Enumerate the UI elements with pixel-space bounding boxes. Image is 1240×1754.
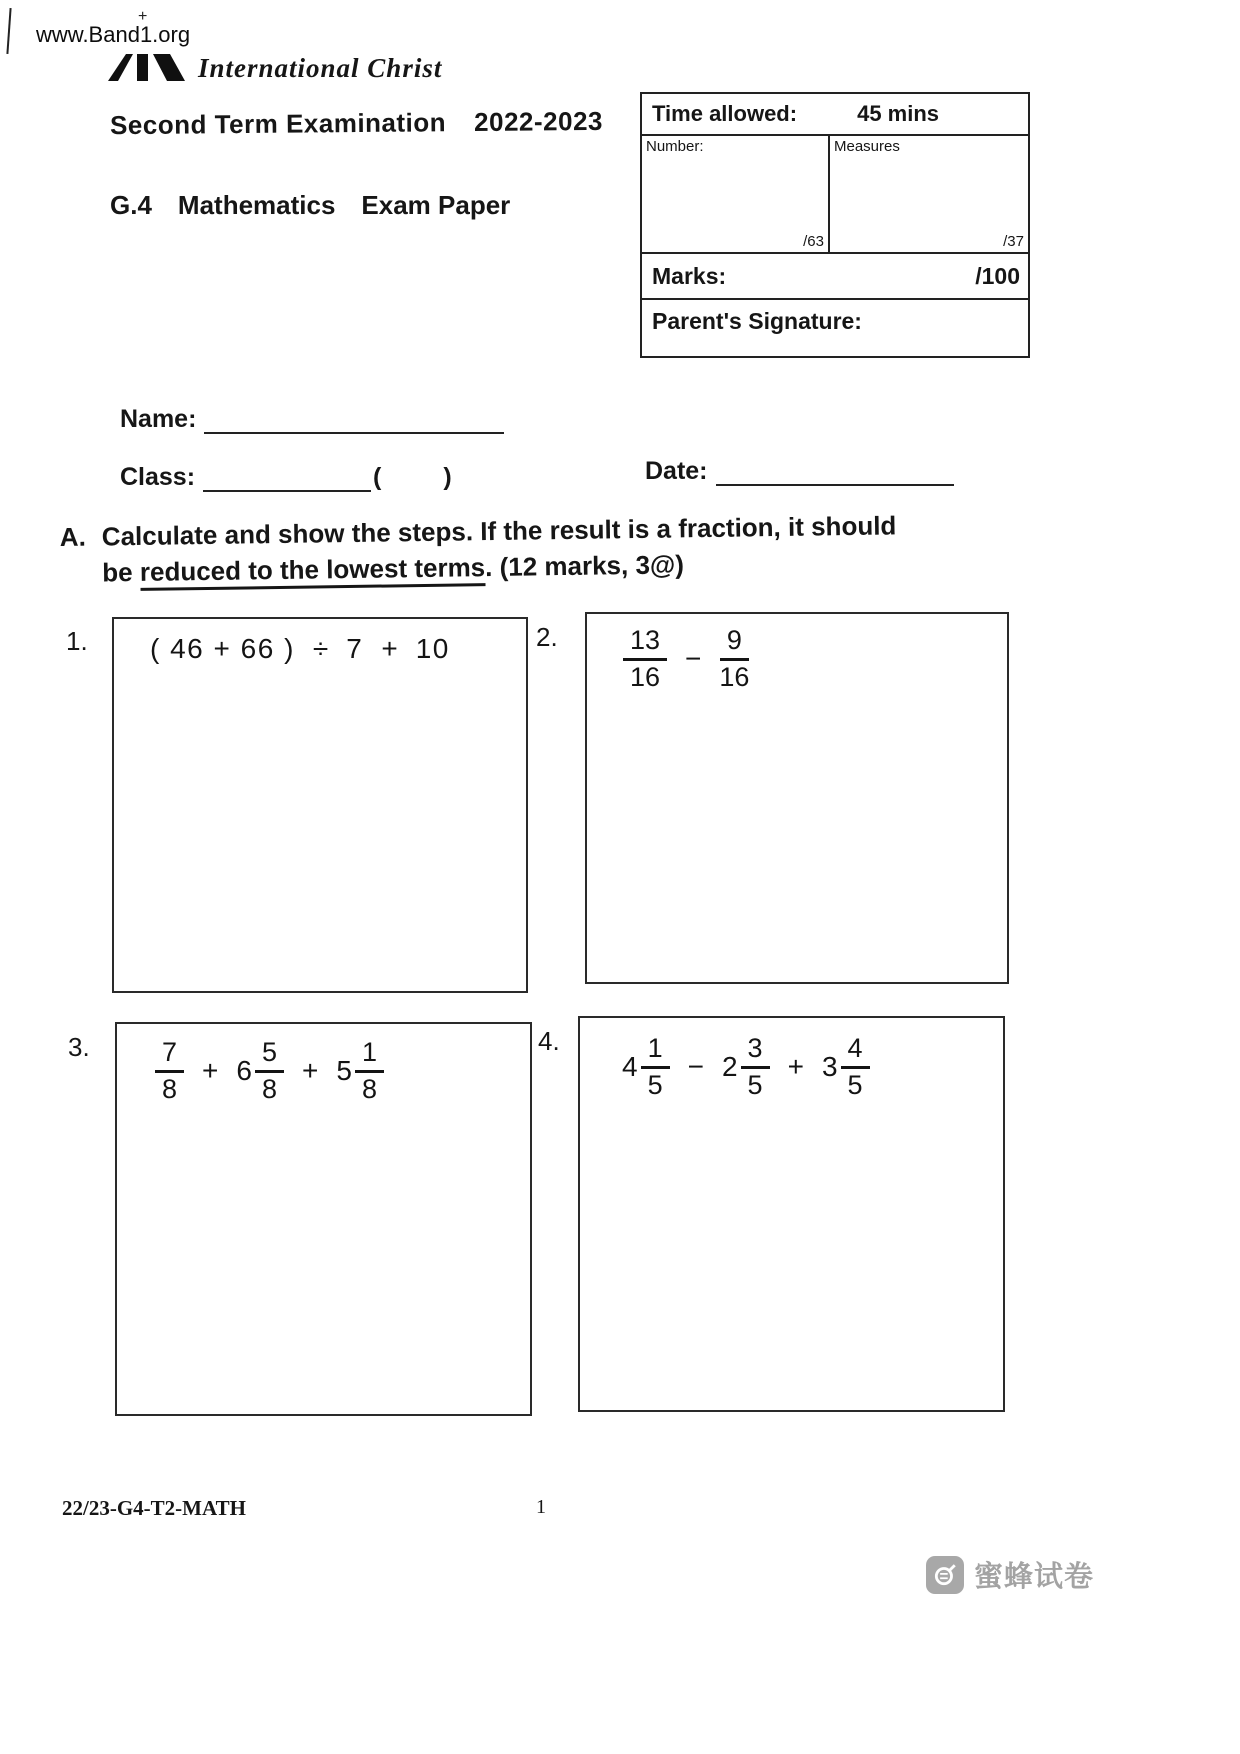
exam-title-text: Second Term Examination	[109, 107, 447, 141]
paper-label: Exam Paper	[361, 190, 511, 220]
date-label: Date:	[645, 457, 708, 485]
exam-title	[110, 106, 603, 141]
number-marks-cell	[642, 136, 830, 252]
section-a-label: A.	[59, 521, 87, 553]
mixed-number: 2 $\frac{3}{5}$	[722, 1034, 770, 1100]
name-label: Name:	[120, 405, 197, 433]
operator: ÷	[312, 633, 329, 664]
bee-logo-icon	[926, 1556, 964, 1594]
question-2-expression	[587, 614, 1007, 692]
grade-subject-line	[110, 190, 536, 221]
fraction: $\frac{1}{5}$	[641, 1034, 670, 1100]
question-1-answer-box	[112, 617, 528, 993]
school-header	[106, 50, 442, 86]
parent-signature-label: Parent's Signature:	[652, 308, 862, 334]
question-3-number: 3.	[68, 1032, 90, 1062]
question-4-expression	[580, 1018, 1003, 1100]
fraction: $\frac{5}{8}$	[255, 1038, 284, 1104]
expression-text: 10	[415, 633, 450, 664]
question-1-number: 1.	[66, 626, 88, 656]
operator: +	[302, 1055, 319, 1087]
question-2-number: 2.	[536, 622, 558, 652]
mixed-number: 6 $\frac{5}{8}$	[236, 1038, 284, 1104]
operator: +	[381, 633, 398, 664]
parent-signature-row	[642, 300, 1028, 356]
number-total: /63	[803, 233, 824, 250]
section-a-line1: Calculate and show the steps. If the result is a fraction, it should	[101, 510, 897, 552]
time-allowed-value: 45 mins	[857, 101, 940, 126]
section-a-line2-post: . (12 marks, 3@)	[484, 549, 685, 583]
footer-paper-code: 22/23-G4-T2-MATH	[62, 1496, 246, 1520]
mixed-number: 4 $\frac{1}{5}$	[622, 1034, 670, 1100]
expression-text: ( 46 + 66 )	[150, 633, 295, 664]
name-blank-line	[204, 404, 504, 434]
section-a-line2-pre: be	[102, 556, 141, 588]
scan-edge-mark	[6, 8, 11, 54]
date-field	[645, 456, 954, 486]
question-1-expression	[114, 619, 526, 665]
fraction: $\frac{1}{8}$	[355, 1038, 384, 1104]
fraction: $\frac{4}{5}$	[841, 1034, 870, 1100]
class-blank-line	[203, 462, 371, 492]
mixed-number: 5 $\frac{1}{8}$	[336, 1038, 384, 1104]
name-field	[120, 404, 504, 434]
class-paren-close: )	[443, 463, 452, 491]
bee-watermark	[926, 1554, 1094, 1595]
fraction: $\frac{3}{5}$	[741, 1034, 770, 1100]
expression-text: 7	[346, 633, 364, 664]
question-4-answer-box	[578, 1016, 1005, 1412]
site-watermark: www.Band1.org	[36, 22, 191, 47]
exam-year: 2022-2023	[473, 105, 604, 137]
school-name: International Christ	[198, 52, 443, 83]
operator: −	[687, 1051, 704, 1083]
bee-watermark-text: 蜜蜂试卷	[974, 1561, 1095, 1593]
question-3-expression	[117, 1024, 530, 1104]
subject-label: Mathematics	[177, 190, 336, 220]
fraction: $\frac{7}{8}$	[155, 1038, 184, 1104]
time-allowed-row	[642, 94, 1028, 136]
fraction: $\frac{9}{16}$	[719, 625, 750, 692]
grade-label: G.4	[110, 190, 152, 220]
footer-page-number: 1	[536, 1496, 546, 1518]
marks-total: /100	[975, 262, 1020, 289]
time-allowed-label: Time allowed:	[652, 101, 798, 126]
section-a-underlined-phrase: reduced to the lowest terms	[140, 552, 486, 591]
score-box	[640, 92, 1030, 358]
question-4-number: 4.	[538, 1026, 560, 1056]
marks-label: Marks:	[652, 262, 727, 289]
date-blank-line	[716, 456, 954, 486]
question-3-answer-box	[115, 1022, 532, 1416]
measures-total: /37	[1003, 233, 1024, 250]
class-paren-open: (	[373, 463, 382, 491]
measures-marks-cell	[830, 136, 1028, 252]
marks-row	[642, 254, 1028, 300]
section-a-instructions	[102, 507, 898, 590]
marks-breakdown-row	[642, 136, 1028, 254]
number-label: Number:	[646, 138, 704, 155]
fraction: $\frac{13}{16}$	[623, 626, 667, 692]
measures-label: Measures	[834, 138, 900, 155]
operator: +	[202, 1055, 219, 1087]
mixed-number: 3 $\frac{4}{5}$	[822, 1034, 870, 1100]
class-field	[120, 462, 452, 492]
section-a-heading	[60, 505, 1071, 591]
class-label: Class:	[120, 463, 196, 491]
operator: +	[787, 1051, 804, 1083]
question-2-answer-box	[585, 612, 1009, 984]
school-logo-icon	[106, 50, 188, 86]
scan-plus-mark: +	[138, 8, 148, 25]
operator: −	[685, 643, 702, 675]
